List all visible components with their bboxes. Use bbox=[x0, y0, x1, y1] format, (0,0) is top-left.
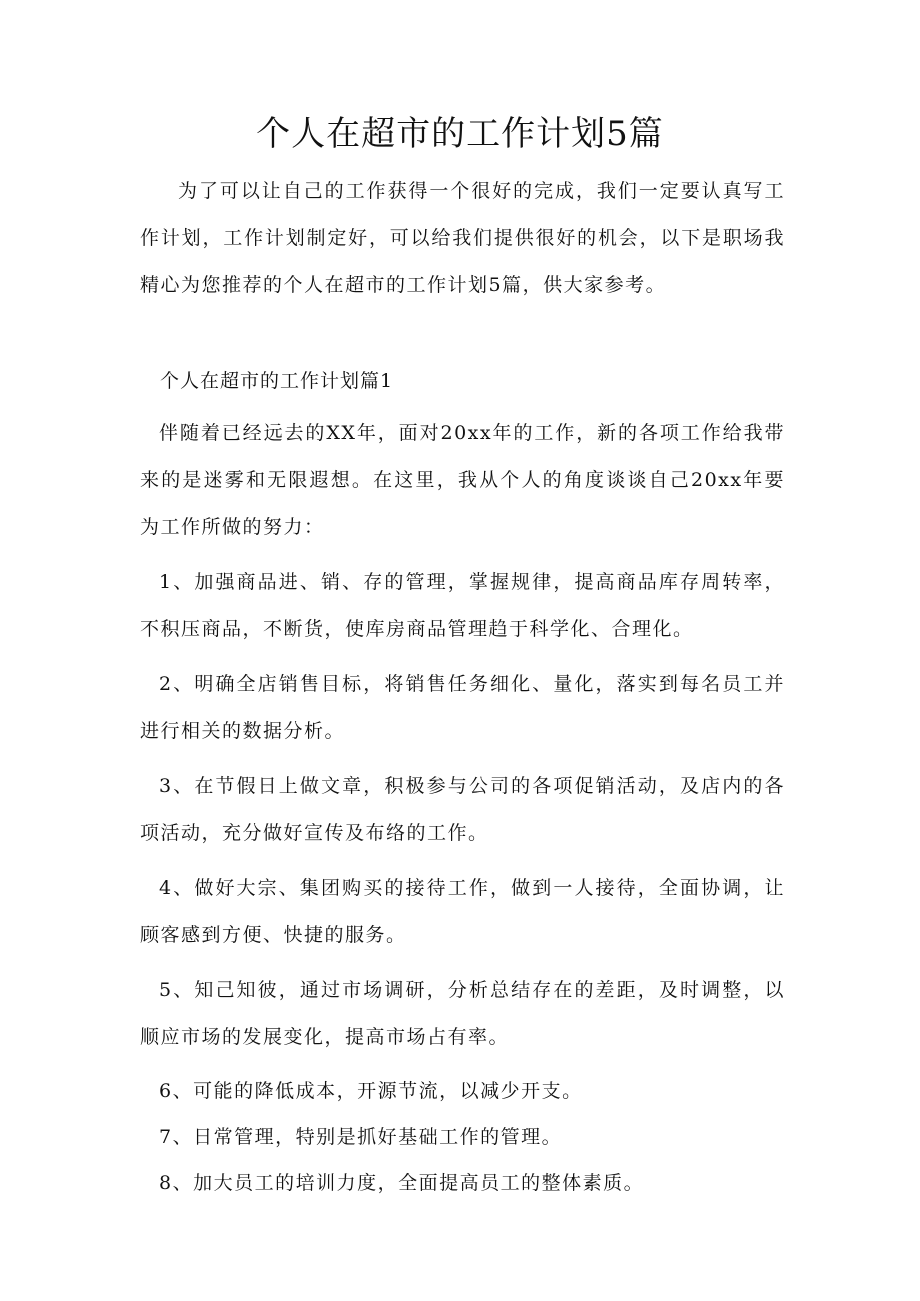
list-item-6: 6、可能的降低成本，开源节流，以减少开支。 bbox=[159, 1080, 583, 1102]
list-item-7: 7、日常管理，特别是抓好基础工作的管理。 bbox=[159, 1126, 563, 1148]
list-item-1: 1、加强商品进、销、存的管理，掌握规律，提高商品库存周转率，不积压商品，不断货，使库房商品管理趋于科学化、合理化。 bbox=[140, 571, 785, 640]
list-item-4: 4、做好大宗、集团购买的接待工作，做到一人接待，全面协调，让顾客感到方便、快捷的服务。 bbox=[140, 877, 785, 946]
intro-paragraph: 为了可以让自己的工作获得一个很好的完成，我们一定要认真写工作计划，工作计划制定好，可以给我们提供很好的机会，以下是职场我精心为您推荐的个人在超市的工作计划5篇，供大家参考。 bbox=[140, 180, 785, 296]
list-item-5: 5、知己知彼，通过市场调研，分析总结存在的差距，及时调整，以顺应市场的发展变化，提高市场占有率。 bbox=[140, 979, 785, 1048]
list-item-2: 2、明确全店销售目标，将销售任务细化、量化，落实到每名员工并进行相关的数据分析。 bbox=[140, 673, 785, 742]
list-item-8: 8、加大员工的培训力度，全面提高员工的整体素质。 bbox=[159, 1172, 645, 1194]
document-title: 个人在超市的工作计划5篇 bbox=[256, 114, 664, 154]
section-heading: 个人在超市的工作计划篇1 bbox=[160, 370, 394, 392]
list-item-3: 3、在节假日上做文章，积极参与公司的各项促销活动，及店内的各项活动，充分做好宣传及布络的工作。 bbox=[140, 775, 785, 844]
section-body bbox=[140, 410, 785, 1207]
paragraph-opening: 伴随着已经远去的XX年，面对20xx年的工作，新的各项工作给我带来的是迷雾和无限遐想。在这里，我从个人的角度谈谈自己20xx年要为工作所做的努力： bbox=[140, 422, 785, 538]
